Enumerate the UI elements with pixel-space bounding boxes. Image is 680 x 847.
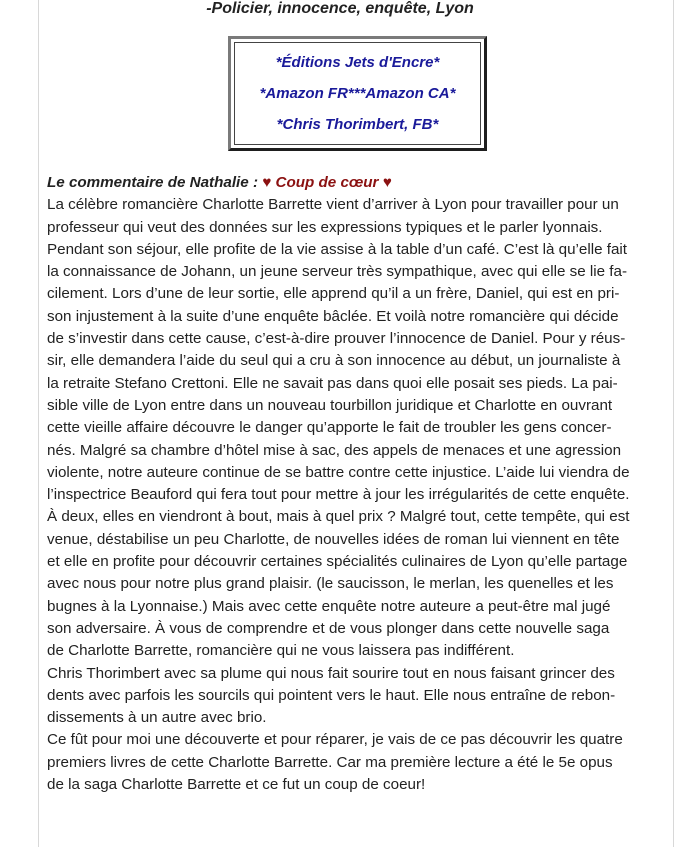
coup-de-coeur-label: Coup de cœur bbox=[275, 174, 379, 191]
heart-icon: ♥ bbox=[262, 174, 272, 191]
review-line: avec nous pour notre plus grand plaisir. (le saucisson, le merlan, les quenelles et les bbox=[47, 575, 614, 593]
review-line: de la saga Charlotte Barrette et ce fut un coup de coeur! bbox=[47, 776, 426, 794]
links-inner-frame bbox=[234, 42, 481, 145]
genre-tags: -Policier, innocence, enquête, Lyon bbox=[206, 0, 474, 17]
review-line: Ce fût pour moi une découverte et pour réparer, je vais de ce pas découvrir les quatre bbox=[47, 731, 623, 749]
review-line: cette vieille affaire découvre le danger qu’apporte le fait de troubler les gens concer- bbox=[47, 419, 612, 437]
review-line: La célèbre romancière Charlotte Barrette vient d’arriver à Lyon pour travailler pour un bbox=[47, 196, 619, 214]
review-heading-label: Le commentaire de Nathalie : bbox=[47, 174, 259, 191]
review-line: premiers livres de cette Charlotte Barrette. Car ma première lecture a été le 5e opus bbox=[47, 753, 613, 771]
review-line: cilement. Lors d’une de leur sortie, elle apprend qu’il a un frère, Daniel, qui est en pri- bbox=[47, 285, 620, 303]
review-line: l’inspectrice Beauford qui fera tout pour mettre à jour les irrégularités de cette enquête. bbox=[47, 486, 630, 504]
review-line: sir, elle demandera l’aide du seul qui a cru à son innocence au début, un journaliste à bbox=[47, 352, 621, 370]
review-content bbox=[47, 172, 671, 796]
review-line: violente, notre auteure continue de se battre contre cette injustice. L’aide lui viendra de bbox=[47, 463, 630, 481]
review-line: nés. Malgré sa chambre d’hôtel mise à sac, des appels de menaces et une agression bbox=[47, 441, 622, 459]
review-body bbox=[47, 194, 671, 796]
left-border-line bbox=[38, 0, 39, 847]
review-line: venue, déstabilise un peu Charlotte, de nouvelles idées de roman lui viennent en tête bbox=[47, 530, 620, 548]
review-heading bbox=[47, 172, 671, 194]
links-box bbox=[228, 36, 487, 151]
review-line: dents avec parfois les sourcils qui pointent vers le haut. Elle nous entraîne de rebon- bbox=[47, 686, 616, 704]
review-line: professeur qui veut des données sur les expressions typiques et le parler lyonnais. bbox=[47, 218, 603, 236]
review-line: son injustement à la suite d’une enquête bâclée. Et voilà notre romancière qui décide bbox=[47, 307, 619, 325]
review-line: de Charlotte Barrette, romancière qui ne vous laissera pas indifférent. bbox=[47, 642, 515, 660]
review-line: la retraite Stefano Crettoni. Elle ne savait pas dans quoi elle posait ses pieds. La pai- bbox=[47, 374, 618, 392]
link-editions-jets-dencre[interactable]: *Éditions Jets d'Encre* bbox=[275, 53, 440, 71]
review-line: Chris Thorimbert avec sa plume qui nous fait sourire tout en nous faisant grincer des bbox=[47, 664, 615, 682]
review-line: son adversaire. À vous de comprendre et de vous plonger dans cette nouvelle saga bbox=[47, 619, 610, 637]
link-amazon[interactable]: *Amazon FR***Amazon CA* bbox=[259, 84, 456, 102]
link-chris-thorimbert-fb[interactable]: *Chris Thorimbert, FB* bbox=[276, 115, 439, 133]
right-border-line bbox=[673, 0, 674, 847]
review-line: bugnes à la Lyonnaise.) Mais avec cette enquête notre auteure a peut-être mal jugé bbox=[47, 597, 611, 615]
review-line: dissements à un autre avec brio. bbox=[47, 709, 267, 727]
review-line: sible ville de Lyon entre dans un nouveau tourbillon juridique et Charlotte en ouvrant bbox=[47, 396, 613, 414]
review-line: et elle en profite pour découvrir certaines spécialités culinaires de Lyon qu’elle partage bbox=[47, 553, 628, 571]
review-line: la connaissance de Johann, un jeune serveur très sympathique, avec qui elle se lie fa- bbox=[47, 263, 628, 281]
review-line: de s’investir dans cette cause, c’est-à-dire prouver l’innocence de Daniel. Pour y réus- bbox=[47, 330, 626, 348]
review-line: Pendant son séjour, elle profite de la vie assise à la table d’un café. C’est là qu’elle fait bbox=[47, 240, 628, 258]
review-line: À deux, elles en viendront à bout, mais à quel prix ? Malgré tout, cette tempête, qui est bbox=[47, 508, 630, 526]
heart-icon: ♥ bbox=[382, 174, 392, 191]
